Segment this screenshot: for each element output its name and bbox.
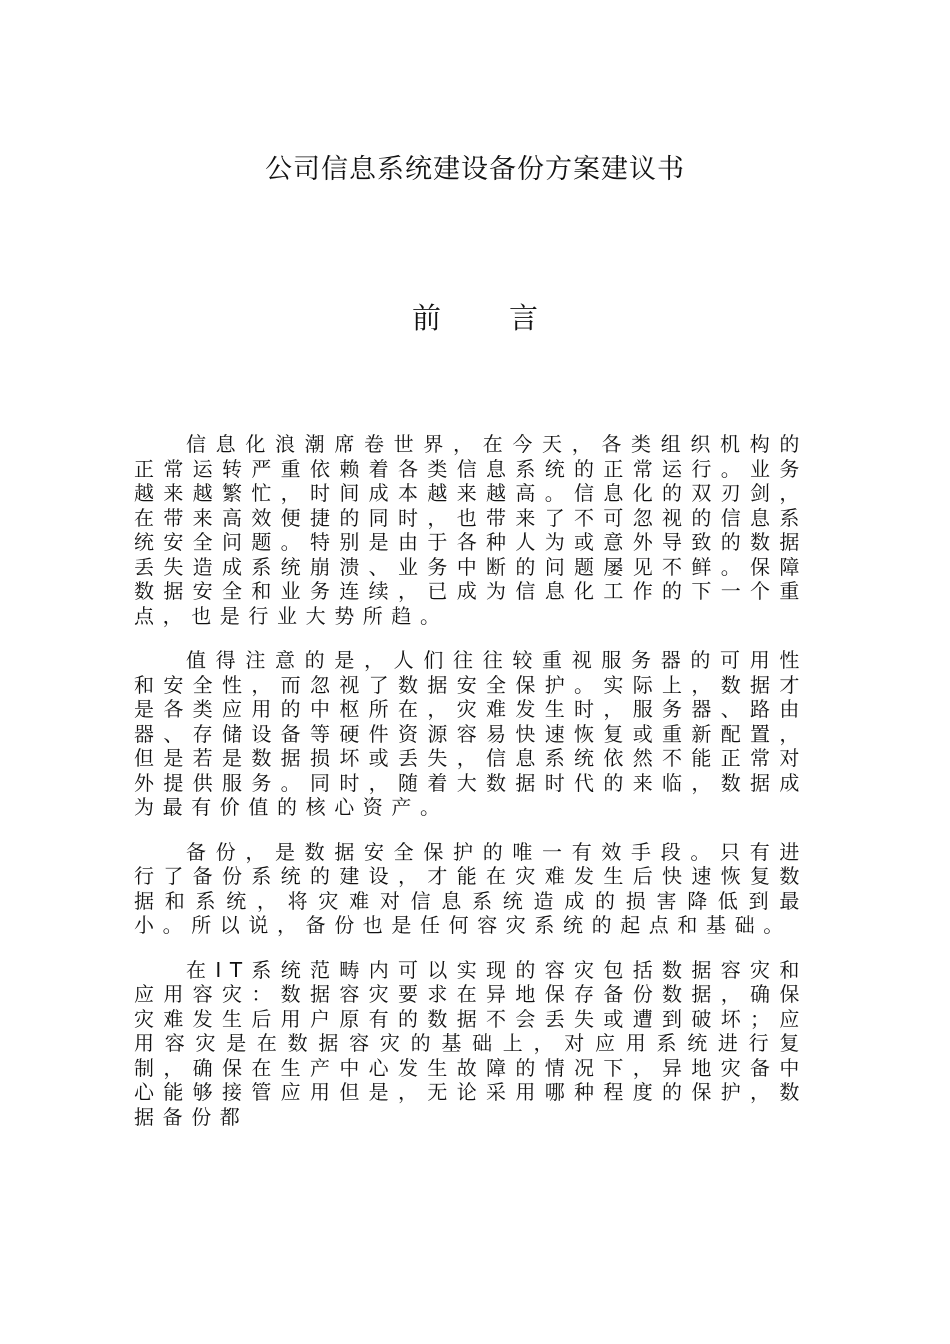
paragraph-4: 在IT系统范畴内可以实现的容灾包括数据容灾和应用容灾：数据容灾要求在异地保存备份数据，确保灾难发生后用户原有的数据不会丢失或遭到破坏；应用容灾是在数据容灾的基础上，对应用系统进行复制，确保在生产中心发生故障的情况下，异地灾备中心能够接管应用但是，无论采用哪种程度的保护，数据备份都 [134, 957, 808, 1129]
section-heading-char-2: 言 [509, 301, 539, 335]
section-heading-char-1: 前 [411, 301, 441, 335]
section-heading-preface [0, 298, 950, 338]
document-title: 公司信息系统建设备份方案建议书 [265, 154, 685, 185]
paragraph-1: 信息化浪潮席卷世界，在今天，各类组织机构的正常运转严重依赖着各类信息系统的正常运行。业务越来越繁忙，时间成本越来越高。信息化的双刃剑，在带来高效便捷的同时，也带来了不可忽视的信息系统安全问题。特别是由于各种人为或意外导致的数据丢失造成系统崩溃、业务中断的问题屡见不鲜。保障数据安全和业务连续，已成为信息化工作的下一个重点，也是行业大势所趋。 [134, 432, 808, 628]
paragraph-3: 备份，是数据安全保护的唯一有效手段。只有进行了备份系统的建设，才能在灾难发生后快速恢复数据和系统，将灾难对信息系统造成的损害降低到最小。所以说，备份也是任何容灾系统的起点和基础。 [134, 839, 808, 937]
preface-body [134, 432, 808, 1149]
paragraph-2: 值得注意的是，人们往往较重视服务器的可用性和安全性，而忽视了数据安全保护。实际上，数据才是各类应用的中枢所在，灾难发生时，服务器、路由器、存储设备等硬件资源容易快速恢复或重新配置，但是若是数据损坏或丢失，信息系统依然不能正常对外提供服务。同时，随着大数据时代的来临，数据成为最有价值的核心资产。 [134, 648, 808, 819]
